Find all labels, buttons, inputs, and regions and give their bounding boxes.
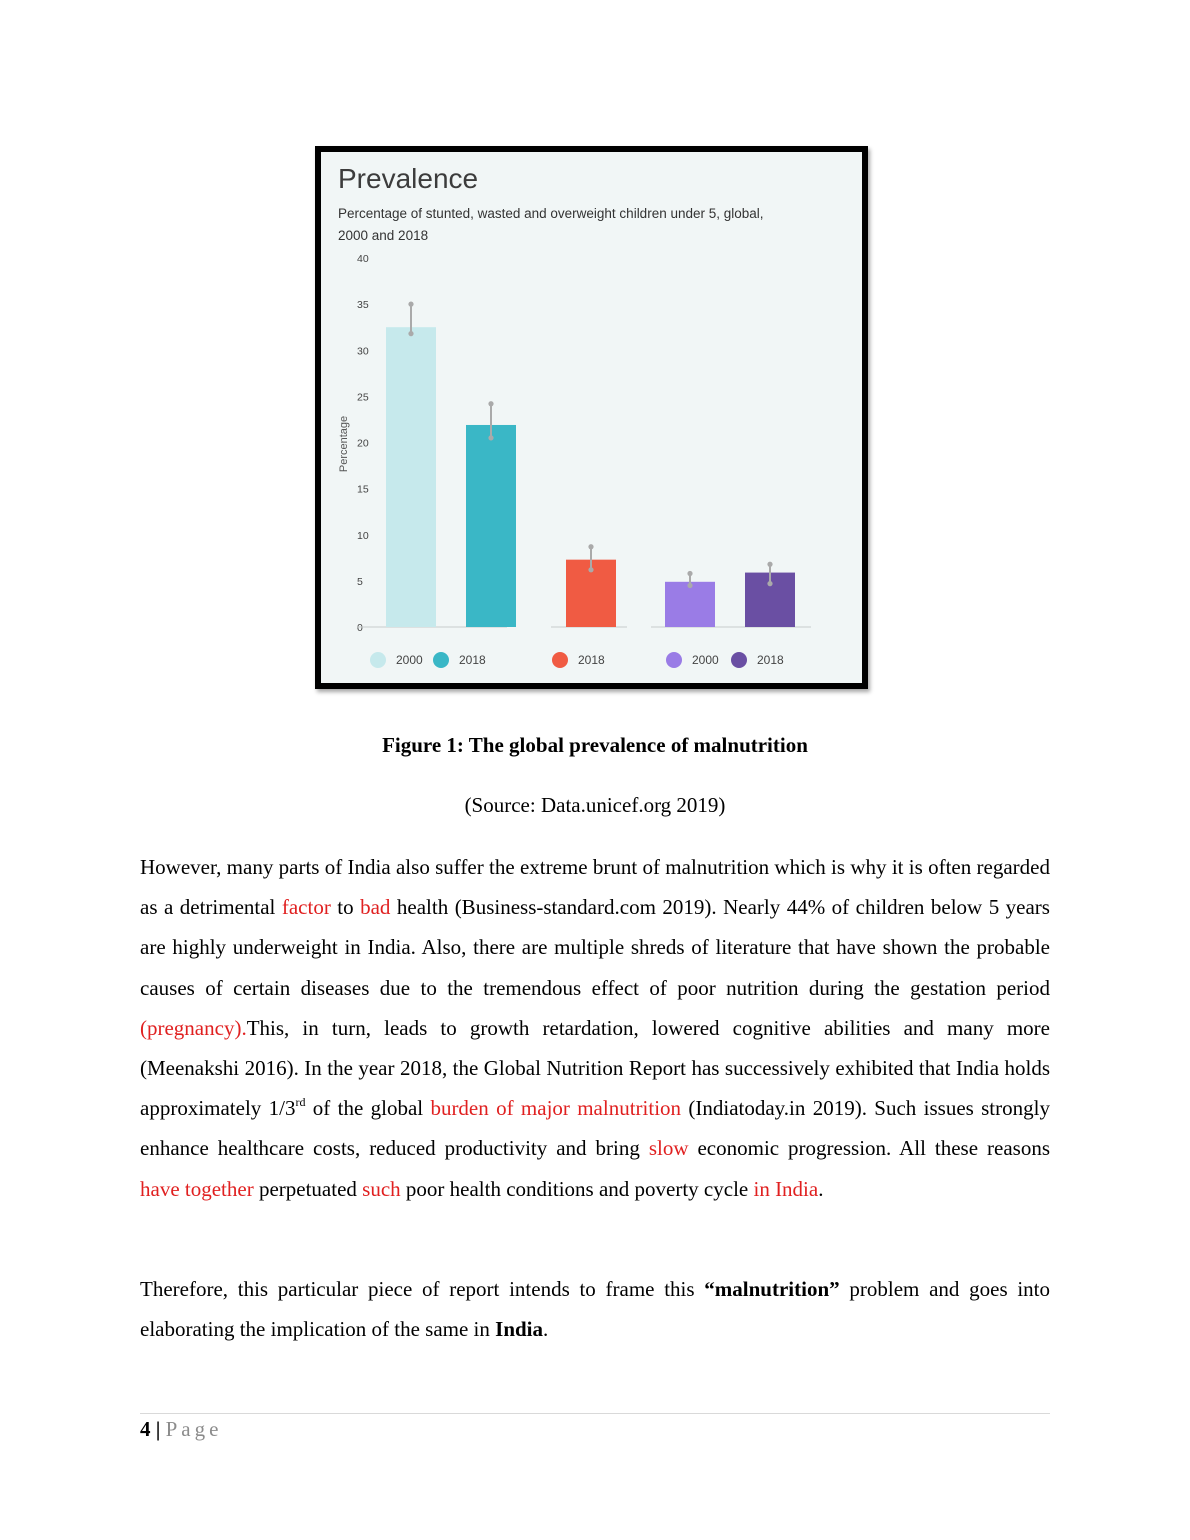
figure-source: (Source: Data.unicef.org 2019) <box>464 793 726 817</box>
legend-label: 2018 <box>757 653 784 667</box>
y-tick-label: 15 <box>357 483 369 496</box>
y-tick-label: 5 <box>357 575 363 588</box>
legend-swatch <box>731 652 747 668</box>
error-bar-cap <box>588 567 593 572</box>
y-tick-label: 25 <box>357 391 369 404</box>
error-bar-cap <box>687 571 692 576</box>
legend-swatch <box>666 652 682 668</box>
chart-legend <box>370 652 784 668</box>
page-footer <box>140 1417 222 1442</box>
chart-subtitle-line-2: 2000 and 2018 <box>338 228 429 243</box>
y-tick-label: 20 <box>357 437 369 450</box>
y-tick-label: 35 <box>357 299 369 312</box>
chart-title: Prevalence <box>338 163 479 194</box>
bar-stunted-2018 <box>466 425 516 627</box>
chart-bars <box>386 302 795 627</box>
chart-subtitle-line-1: Percentage of stunted, wasted and overweight children under 5, global, <box>338 206 764 221</box>
page-label: Page <box>165 1417 223 1441</box>
legend-label: 2018 <box>578 653 605 667</box>
legend-swatch <box>433 652 449 668</box>
body-paragraph-1: However, many parts of India also suffer the extreme brunt of malnutrition which is why it is often regarded as a detrimental factor to bad health (Business-standard.com 2019). Nearly 44% of children below 5 years are highly underweight in India. Also, there are multiple shreds of literature that have shown the probable causes of certain diseases due to the tremendous effect of poor nutrition during the gestation period (pregnancy).This, in turn, leads to growth retardation, lowered cognitive abilities and many more (Meenakshi 2016). In the year 2018, the Global Nutrition Report has successively exhibited that India holds approximately 1/3rd of the global burden of major malnutrition (Indiatoday.in 2019). Such issues strongly enhance healthcare costs, reduced productivity and bring slow economic progression. All these reasons have together perpetuated such poor health conditions and poverty cycle in India. <box>140 855 1050 1201</box>
error-bar-cap <box>408 331 413 336</box>
y-axis-label: Percentage <box>338 415 350 473</box>
error-bar-cap <box>767 562 772 567</box>
y-tick-label: 40 <box>357 253 369 265</box>
y-tick-label: 10 <box>357 529 369 542</box>
error-bar-cap <box>488 435 493 440</box>
footer-divider <box>140 1413 1050 1414</box>
error-bar-cap <box>408 302 413 307</box>
error-bar-cap <box>488 401 493 406</box>
legend-label: 2000 <box>692 653 719 667</box>
figure-caption: Figure 1: The global prevalence of malnutrition <box>382 733 808 757</box>
page-number: 4 <box>140 1417 151 1441</box>
footer-separator: | <box>150 1417 166 1441</box>
chart-figure <box>315 146 868 689</box>
legend-label: 2000 <box>396 653 423 667</box>
error-bar-cap <box>767 581 772 586</box>
legend-swatch <box>552 652 568 668</box>
prevalence-chart <box>321 152 862 683</box>
bar-overweight-2000 <box>665 582 715 627</box>
error-bar-cap <box>588 544 593 549</box>
error-bar-cap <box>687 583 692 588</box>
bar-stunted-2000 <box>386 327 436 627</box>
y-axis-ticks <box>357 253 369 634</box>
legend-swatch <box>370 652 386 668</box>
y-tick-label: 0 <box>357 622 363 634</box>
y-tick-label: 30 <box>357 345 369 358</box>
body-paragraph-2: Therefore, this particular piece of report intends to frame this “malnutrition” problem and goes into elaborating the implication of the same in India. <box>140 1277 1051 1342</box>
legend-label: 2018 <box>459 653 486 667</box>
